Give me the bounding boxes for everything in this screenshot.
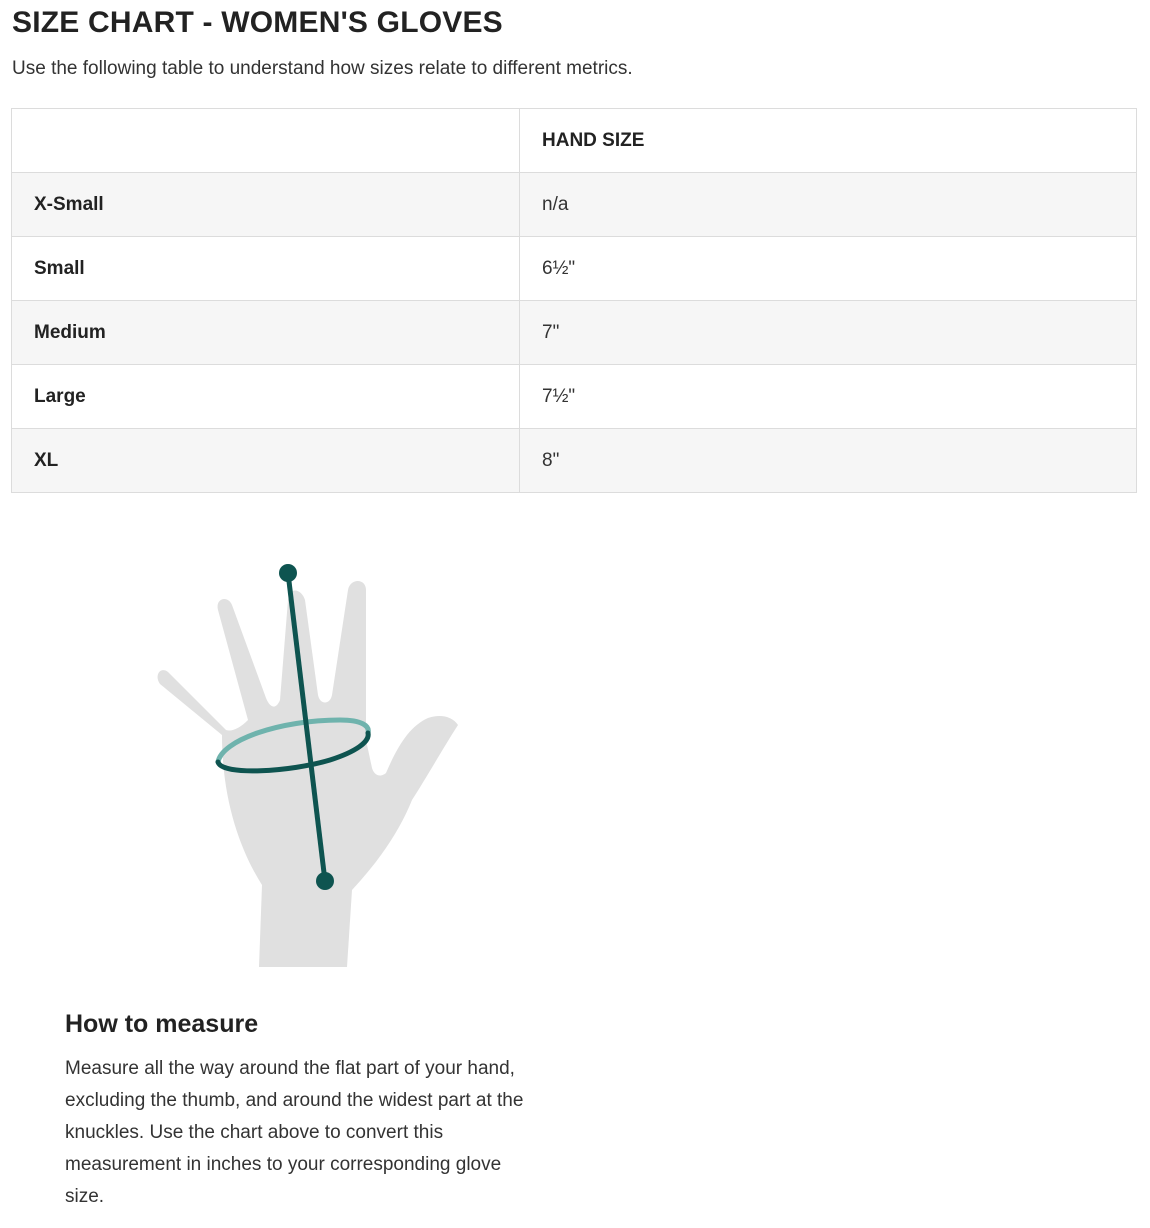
hand-size-value: 8": [520, 429, 1137, 493]
table-header-hand-size: HAND SIZE: [520, 109, 1137, 173]
size-chart-table: [11, 108, 1137, 493]
hand-size-value: 7½": [520, 365, 1137, 429]
hand-size-value: 6½": [520, 237, 1137, 301]
hand-measure-illustration-icon: [150, 560, 470, 970]
hand-size-value: 7": [520, 301, 1137, 365]
table-header-size: [12, 109, 520, 173]
table-row: [12, 173, 1137, 237]
size-name: Medium: [12, 301, 520, 365]
how-to-measure-text: Measure all the way around the flat part of your hand, excluding the thumb, and around the widest part at the knuckles. Use the chart above to convert this measurement in inches to your corresponding glove size.: [65, 1058, 524, 1207]
size-name: X-Small: [12, 173, 520, 237]
how-to-measure-heading: How to measure: [65, 1010, 259, 1038]
size-name: Large: [12, 365, 520, 429]
table-header-row: [12, 109, 1137, 173]
measure-line-start-dot: [279, 564, 297, 582]
hand-silhouette: [158, 581, 458, 967]
hand-size-value: n/a: [520, 173, 1137, 237]
table-row: [12, 365, 1137, 429]
size-name: XL: [12, 429, 520, 493]
table-row: [12, 301, 1137, 365]
table-row: [12, 237, 1137, 301]
size-name: Small: [12, 237, 520, 301]
page-title: SIZE CHART - WOMEN'S GLOVES: [12, 6, 503, 39]
page-subtitle: Use the following table to understand how sizes relate to different metrics.: [12, 58, 633, 79]
table-row: [12, 429, 1137, 493]
measure-line-end-dot: [316, 872, 334, 890]
